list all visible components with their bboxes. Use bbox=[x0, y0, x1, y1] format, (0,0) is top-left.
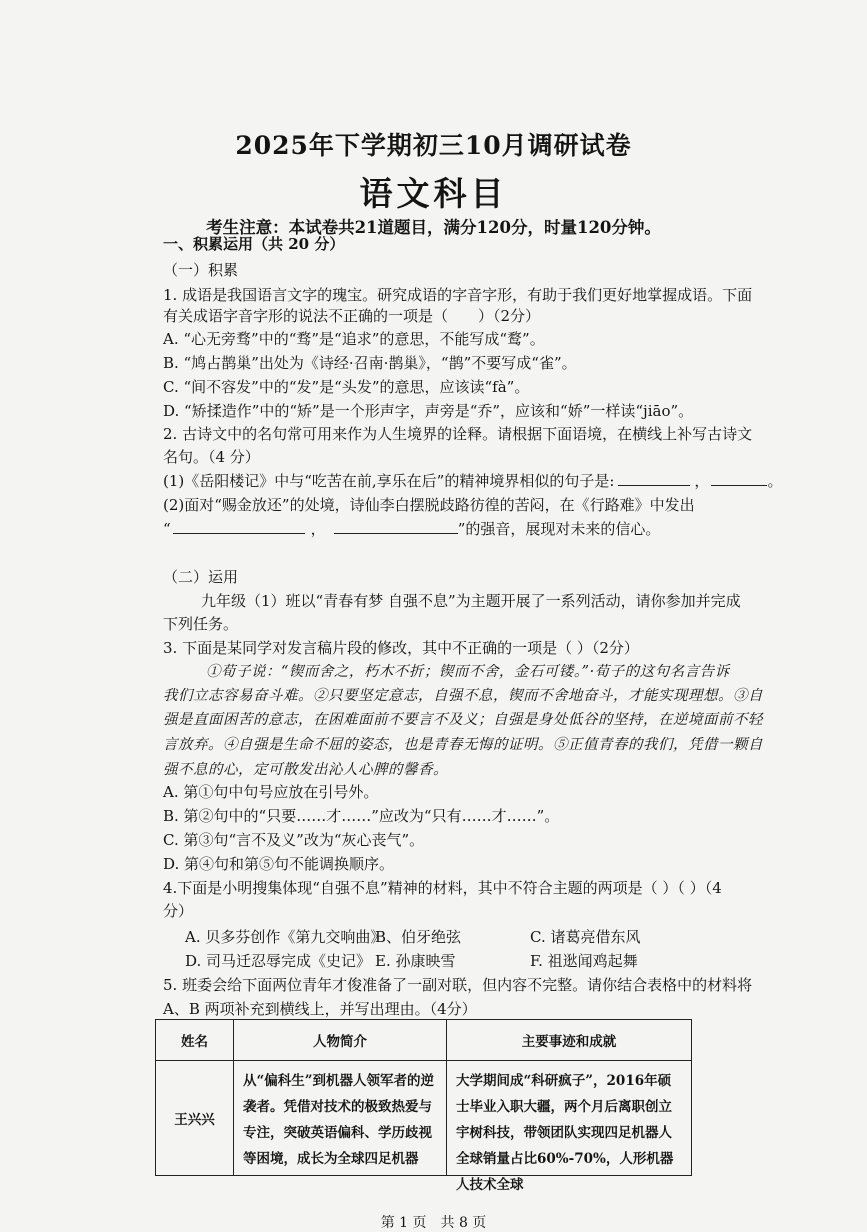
answer-blank[interactable] bbox=[711, 471, 767, 486]
table-row bbox=[156, 1061, 692, 1176]
question-4-option: E. 孙康映雪 bbox=[375, 952, 456, 970]
question-4-stem: 分） bbox=[163, 902, 194, 920]
question-4-stem: 4.下面是小明搜集体现“自强不息”精神的材料，其中不符合主题的两项是（ ）（ ）（4 bbox=[163, 879, 722, 897]
answer-blank[interactable] bbox=[173, 519, 305, 534]
question-3-passage: ①荀子说：“锲而舍之，朽木不折；锲而不舍，金石可镂。”·荀子的这句名言告诉 bbox=[206, 664, 730, 680]
exam-notice: 考生注意：本试卷共21道题目，满分120分，时量120分钟。 bbox=[206, 218, 661, 237]
question-1-stem: 1. 成语是我国语言文字的瑰宝。研究成语的字音字形，有助于我们更好地掌握成语。下面 bbox=[163, 286, 753, 304]
answer-blank[interactable] bbox=[618, 471, 690, 486]
table-cell-name: 王兴兴 bbox=[156, 1061, 234, 1176]
question-4-option: A. 贝多芬创作《第九交响曲》 bbox=[185, 928, 386, 946]
question-3-stem: 3. 下面是某同学对发言稿片段的修改，其中不正确的一项是（ ）（2分） bbox=[163, 639, 639, 657]
question-3-passage: 强是直面困苦的意志，在困难面前不要言不及义；自强是身处低谷的坚持，在逆境面前不轻 bbox=[163, 712, 763, 728]
question-5-stem: A、B 两项补充到横线上，并写出理由。（4分） bbox=[163, 1000, 477, 1018]
question-2-part-2-blanks bbox=[163, 518, 660, 540]
profile-table bbox=[155, 1019, 692, 1193]
open-quote: “ bbox=[163, 520, 171, 538]
part-1-text: (1)《岳阳楼记》中与“吃苦在前,享乐在后”的精神境界相似的句子是: bbox=[163, 472, 615, 490]
question-1-stem: 有关成语字音字形的说法不正确的一项是（ ）（2分） bbox=[163, 307, 541, 325]
question-2-stem: 2. 古诗文中的名句常可用来作为人生境界的诠释。请根据下面语境，在横线上补写古诗文 bbox=[163, 425, 753, 443]
question-4-option: B、伯牙绝弦 bbox=[375, 928, 462, 946]
question-3-option: C. 第③句“言不及义”改为“灰心丧气”。 bbox=[163, 831, 425, 849]
comma: ， bbox=[694, 472, 710, 490]
question-3-passage: 强不息的心，定可散发出沁人心脾的馨香。 bbox=[163, 762, 448, 778]
question-4-option: D. 司马迁忍辱完成《史记》 bbox=[185, 952, 372, 970]
question-3-option: D. 第④句和第⑤句不能调换顺序。 bbox=[163, 855, 395, 873]
part-2-tail: ”的强音，展现对未来的信心。 bbox=[457, 520, 661, 538]
question-4-option: F. 祖逖闻鸡起舞 bbox=[530, 952, 638, 970]
question-1-option: C. “间不容发”中的“发”是“头发”的意思，应该读“fà”。 bbox=[163, 378, 530, 396]
question-2-stem: 名句。（4 分） bbox=[163, 448, 260, 466]
page-footer: 第 1 页 共 8 页 bbox=[380, 1215, 487, 1231]
table-header-cell: 人物简介 bbox=[234, 1020, 447, 1061]
activity-intro: 九年级（1）班以“青春有梦 自强不息”为主题开展了一系列活动，请你参加并完成 bbox=[201, 592, 741, 610]
answer-blank[interactable] bbox=[334, 519, 458, 534]
table-cell bbox=[447, 1061, 692, 1193]
subsection-heading: （二）运用 bbox=[163, 568, 239, 586]
question-2-part-1 bbox=[163, 470, 782, 492]
question-3-option: A. 第①句中句号应放在引号外。 bbox=[163, 783, 379, 801]
question-3-option: B. 第②句中的“只要……才……”应改为“只有……才……”。 bbox=[163, 807, 560, 825]
table-cell bbox=[234, 1061, 447, 1176]
period: 。 bbox=[767, 472, 783, 490]
question-5-stem: 5. 班委会给下面两位青年才俊准备了一副对联，但内容不完整。请你结合表格中的材料将 bbox=[163, 976, 753, 994]
question-1-option: A. “心无旁骛”中的“骛”是“追求”的意思，不能写成“鹜”。 bbox=[163, 330, 545, 348]
table-cell-intro: 从“偏科生”到机器人领军者的逆袭者。凭借对技术的极致热爱与专注，突破英语偏科、学历歧视等困境，成长为全球四足机器 bbox=[243, 1073, 435, 1167]
exam-title: 2025年下学期初三10月调研试卷 bbox=[235, 131, 632, 160]
table-cell-deeds: 大学期间成“科研疯子”，2016年硕士毕业入职大疆，两个月后离职创立宇树科技，带领团队实现四足机器人全球销量占比60%-70%，人形机器人技术全球 bbox=[456, 1073, 674, 1193]
subject-title: 语文科目 bbox=[359, 174, 508, 213]
activity-intro: 下列任务。 bbox=[163, 615, 239, 633]
section-heading: 一、积累运用（共 20 分） bbox=[163, 235, 345, 253]
table-header-cell: 主要事迹和成就 bbox=[447, 1020, 692, 1061]
question-4-option: C. 诸葛亮借东风 bbox=[530, 928, 641, 946]
comma: ， bbox=[310, 520, 326, 538]
table-header-cell: 姓名 bbox=[156, 1020, 234, 1061]
question-1-option: D. “矫揉造作”中的“矫”是一个形声字，声旁是“乔”，应该和“娇”一样读“jiāo”。 bbox=[163, 402, 694, 420]
subsection-heading: （一）积累 bbox=[163, 261, 239, 279]
question-1-option: B. “鸠占鹊巢”出处为《诗经·召南·鹊巢》，“鹊”不要写成“雀”。 bbox=[163, 354, 577, 372]
question-3-passage: 我们立志容易奋斗难。②只要坚定意志，自强不息，锲而不舍地奋斗，才能实现理想。③自 bbox=[163, 688, 763, 704]
question-3-passage: 言放弃。④自强是生命不屈的姿态，也是青春无悔的证明。⑤正值青春的我们，凭借一颗自 bbox=[163, 737, 763, 753]
table-header-row bbox=[156, 1020, 692, 1061]
question-2-part-2: (2)面对“赐金放还”的处境，诗仙李白摆脱歧路彷徨的苦闷，在《行路难》中发出 bbox=[163, 496, 695, 514]
